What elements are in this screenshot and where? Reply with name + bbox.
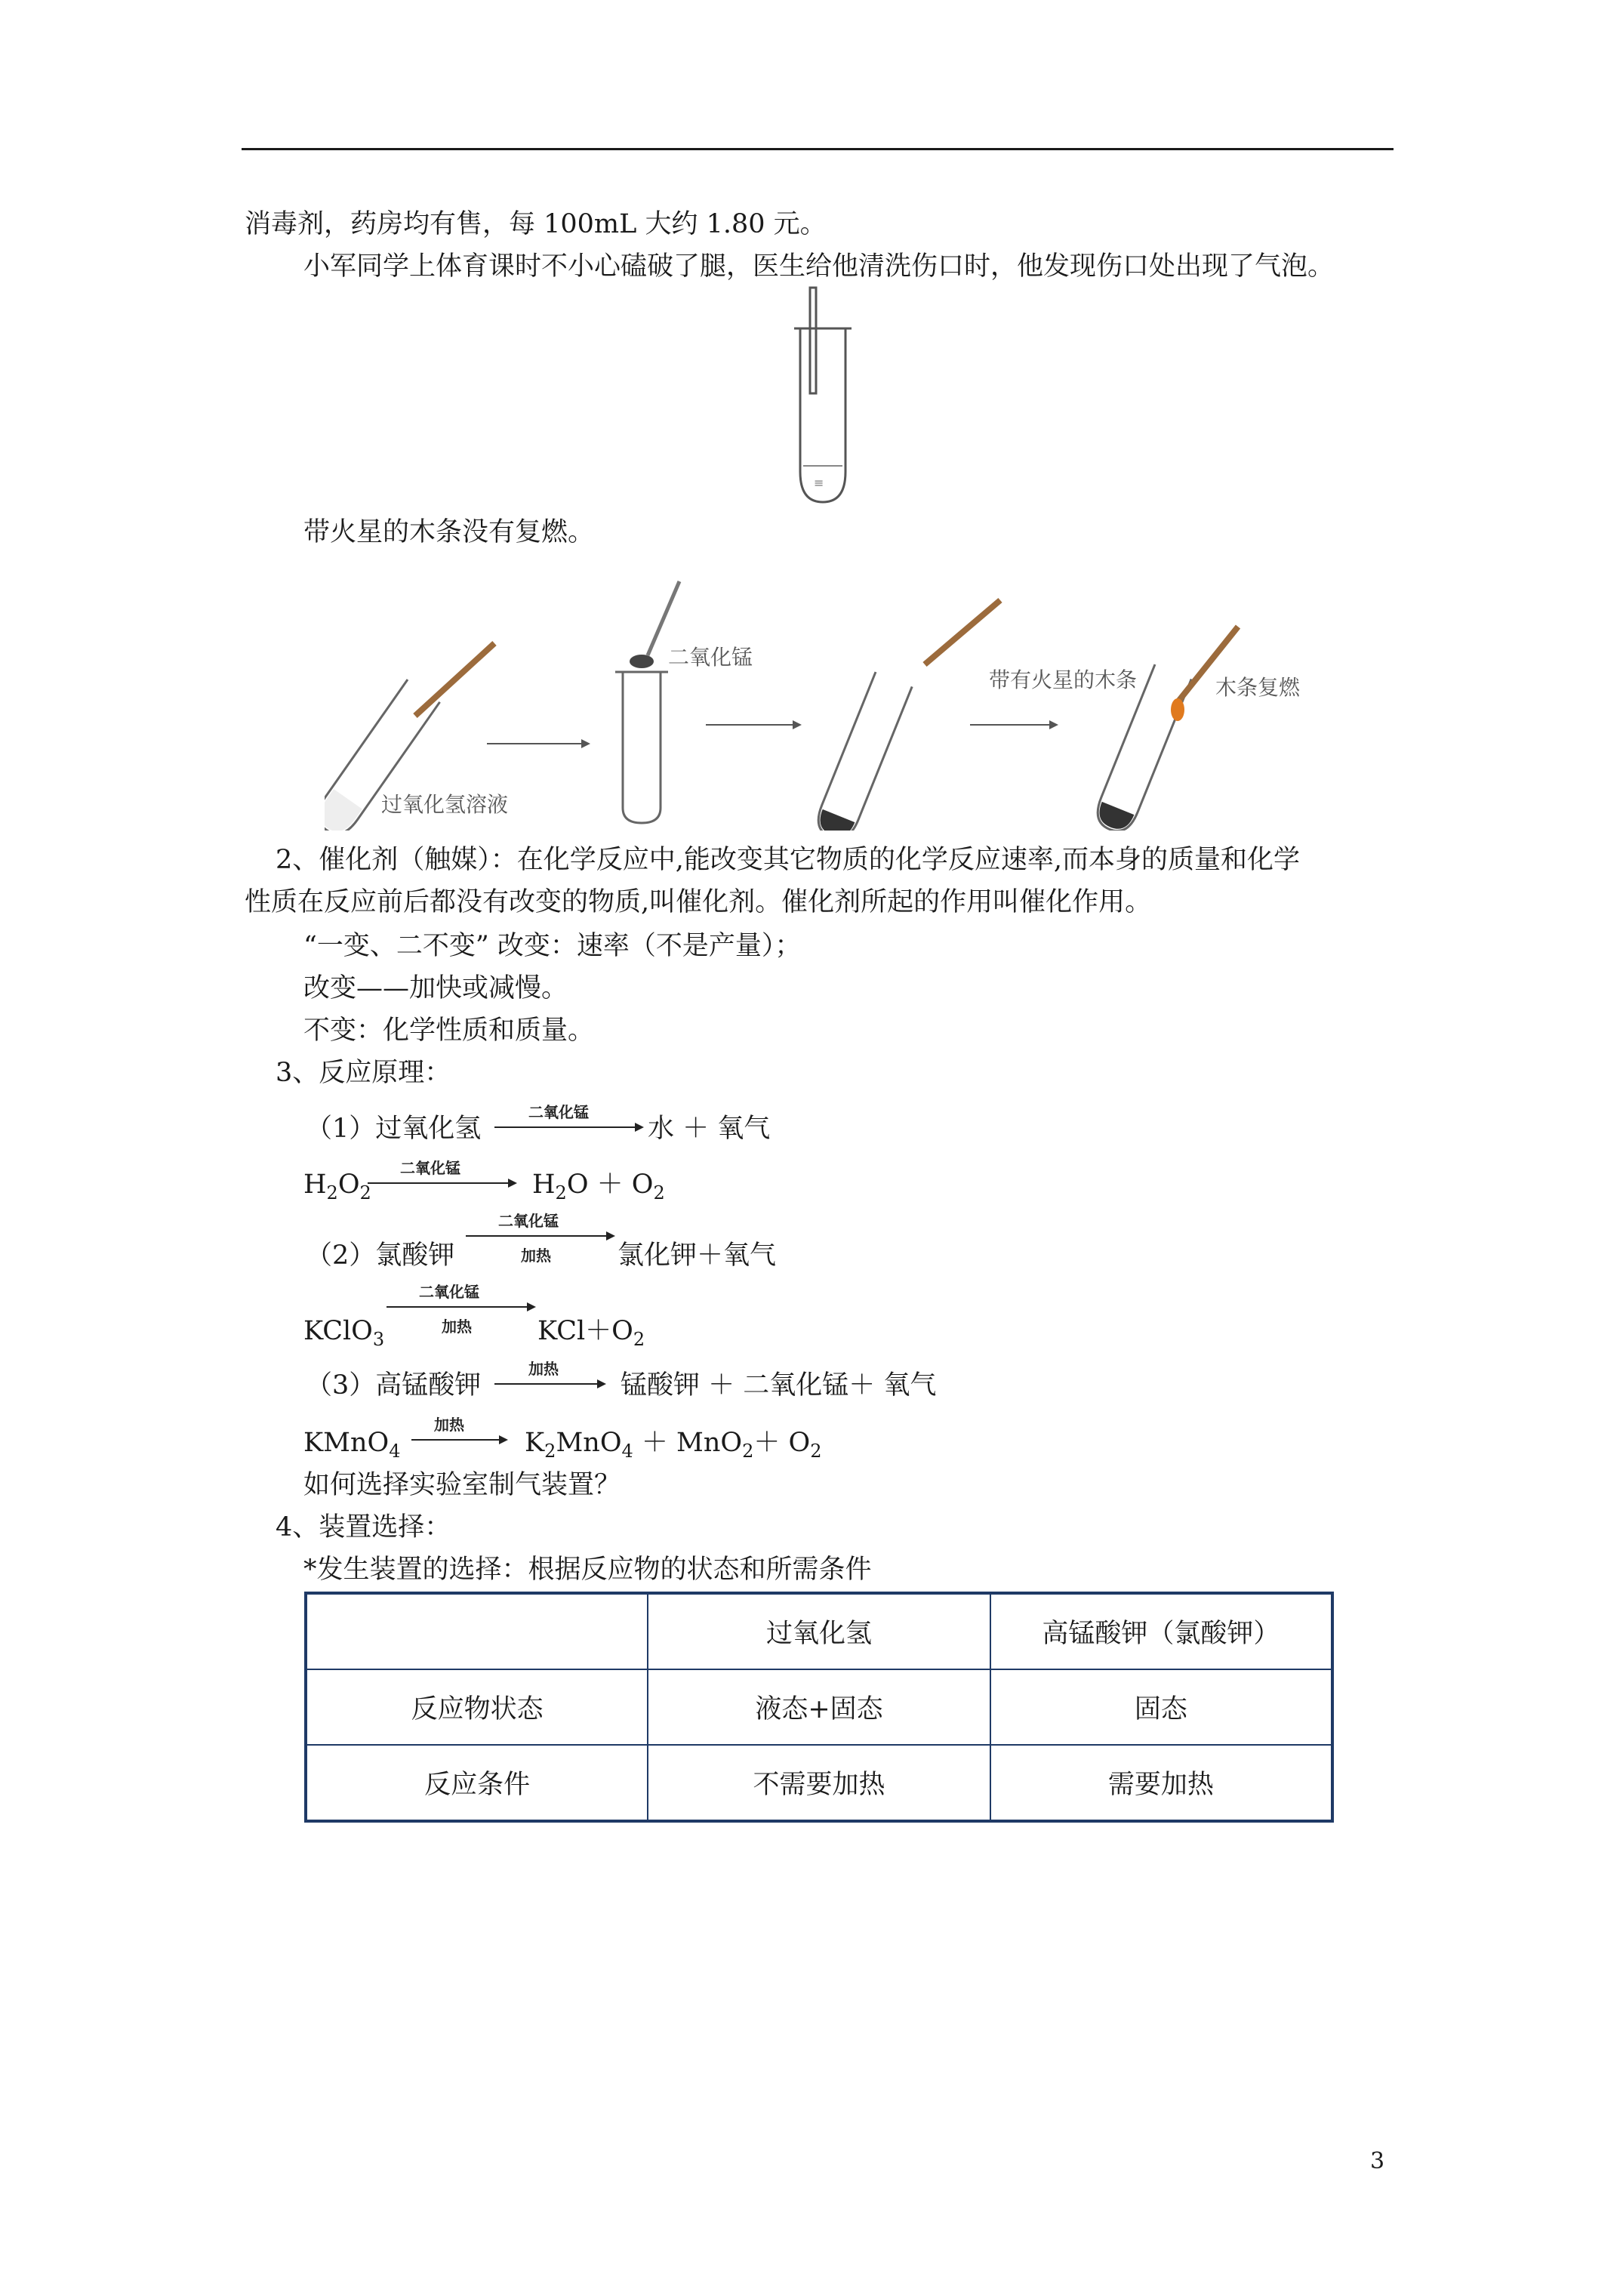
reaction2-products: 氯化钾＋氧气 <box>617 1240 777 1271</box>
splint-icon <box>415 643 494 716</box>
catalyst-definition-1: 2、催化剂（触媒）：在化学反应中,能改变其它物质的化学反应速率,而本身的质量和化学 <box>276 845 1301 875</box>
reaction1-catalyst: 二氧化锰 <box>528 1103 589 1121</box>
formula3-reactant: KMnO$_4$ <box>303 1428 401 1462</box>
reaction3-heat: 加热 <box>528 1360 559 1378</box>
table-cell: 不需要加热 <box>648 1745 990 1821</box>
paragraph-disinfectant: 消毒剂，药房均有售，每 100mL 大约 1.80 元。 <box>245 209 827 239</box>
question-how-choose: 如何选择实验室制气装置？ <box>303 1470 621 1500</box>
formula2-catalyst: 二氧化锰 <box>419 1283 479 1301</box>
table-row <box>306 1669 1332 1745</box>
table-cell: 液态+固态 <box>648 1669 990 1745</box>
catalyst-experiment-figure <box>325 574 1321 831</box>
test-tube-figure <box>785 283 861 510</box>
reaction2-heat: 加热 <box>521 1247 551 1265</box>
device-select-heading: 4、装置选择： <box>276 1512 451 1542</box>
reaction-arrow <box>466 1231 617 1241</box>
table-cell: 高锰酸钾（氯酸钾） <box>990 1593 1332 1669</box>
principle-heading: 3、反应原理： <box>276 1058 451 1088</box>
formula2-reactant: KClO$_3$ <box>303 1316 385 1350</box>
reaction2-catalyst: 二氧化锰 <box>498 1212 559 1230</box>
flame-icon <box>1171 698 1184 721</box>
reaction1-products: 水 ＋ 氧气 <box>648 1114 771 1144</box>
reaction-arrow <box>368 1178 519 1188</box>
reaction2-label: （2）氯酸钾 <box>306 1240 455 1271</box>
table-cell: 过氧化氢 <box>648 1593 990 1669</box>
formula1-products: $H_2O + O_2$ <box>532 1170 665 1203</box>
device-comparison-table <box>304 1592 1334 1823</box>
svg-text:≡: ≡ <box>814 476 824 490</box>
paragraph-story: 小军同学上体育课时不小心磕破了腿，医生给他清洗伤口时，他发现伤口处出现了气泡。 <box>303 251 1335 282</box>
label-reignites: 木条复燃 <box>1215 675 1301 700</box>
formula2-products: $KCl+O_2$ <box>537 1316 645 1350</box>
reaction-arrow <box>411 1435 510 1445</box>
change-note: 改变——加快或减慢。 <box>303 973 568 1003</box>
reaction-arrow <box>494 1122 645 1133</box>
label-glowing-splint: 带有火星的木条 <box>989 667 1138 692</box>
header-rule <box>242 148 1394 150</box>
table-row <box>306 1745 1332 1821</box>
table-cell <box>306 1593 648 1669</box>
formula1-reactant: $H_2O_2$ <box>303 1170 371 1203</box>
table-cell: 反应物状态 <box>306 1669 648 1745</box>
reaction1-label: （1）过氧化氢 <box>306 1114 482 1144</box>
splint-icon <box>810 288 816 393</box>
table-cell: 固态 <box>990 1669 1332 1745</box>
formula2-heat: 加热 <box>442 1318 472 1336</box>
page-number: 3 <box>1370 2148 1385 2174</box>
reaction3-products: 锰酸钾 ＋ 二氧化锰＋ 氧气 <box>621 1370 937 1401</box>
paragraph-no-reignite: 带火星的木条没有复燃。 <box>303 517 595 547</box>
formula1-catalyst: 二氧化锰 <box>400 1159 460 1177</box>
label-mno2: 二氧化锰 <box>668 645 753 670</box>
formula3-products: $K_2MnO_4 + MnO_2+ O_2$ <box>525 1428 822 1462</box>
unchanged-note: 不变：化学性质和质量。 <box>303 1015 595 1046</box>
splint-icon <box>925 600 1000 664</box>
label-h2o2-solution: 过氧化氢溶液 <box>381 792 509 817</box>
reaction-arrow <box>494 1379 608 1389</box>
one-change-two-unchanged: “一变、二不变” 改变：速率（不是产量）； <box>303 931 802 961</box>
generator-select-note: *发生装置的选择：根据反应物的状态和所需条件 <box>303 1555 872 1585</box>
reaction3-label: （3）高锰酸钾 <box>306 1370 482 1401</box>
table-cell: 反应条件 <box>306 1745 648 1821</box>
catalyst-definition-2: 性质在反应前后都没有改变的物质,叫催化剂。催化剂所起的作用叫催化作用。 <box>245 887 1152 917</box>
table-header-row <box>306 1593 1332 1669</box>
table-cell: 需要加热 <box>990 1745 1332 1821</box>
formula3-heat: 加热 <box>434 1416 464 1434</box>
reaction-arrow <box>387 1302 537 1312</box>
